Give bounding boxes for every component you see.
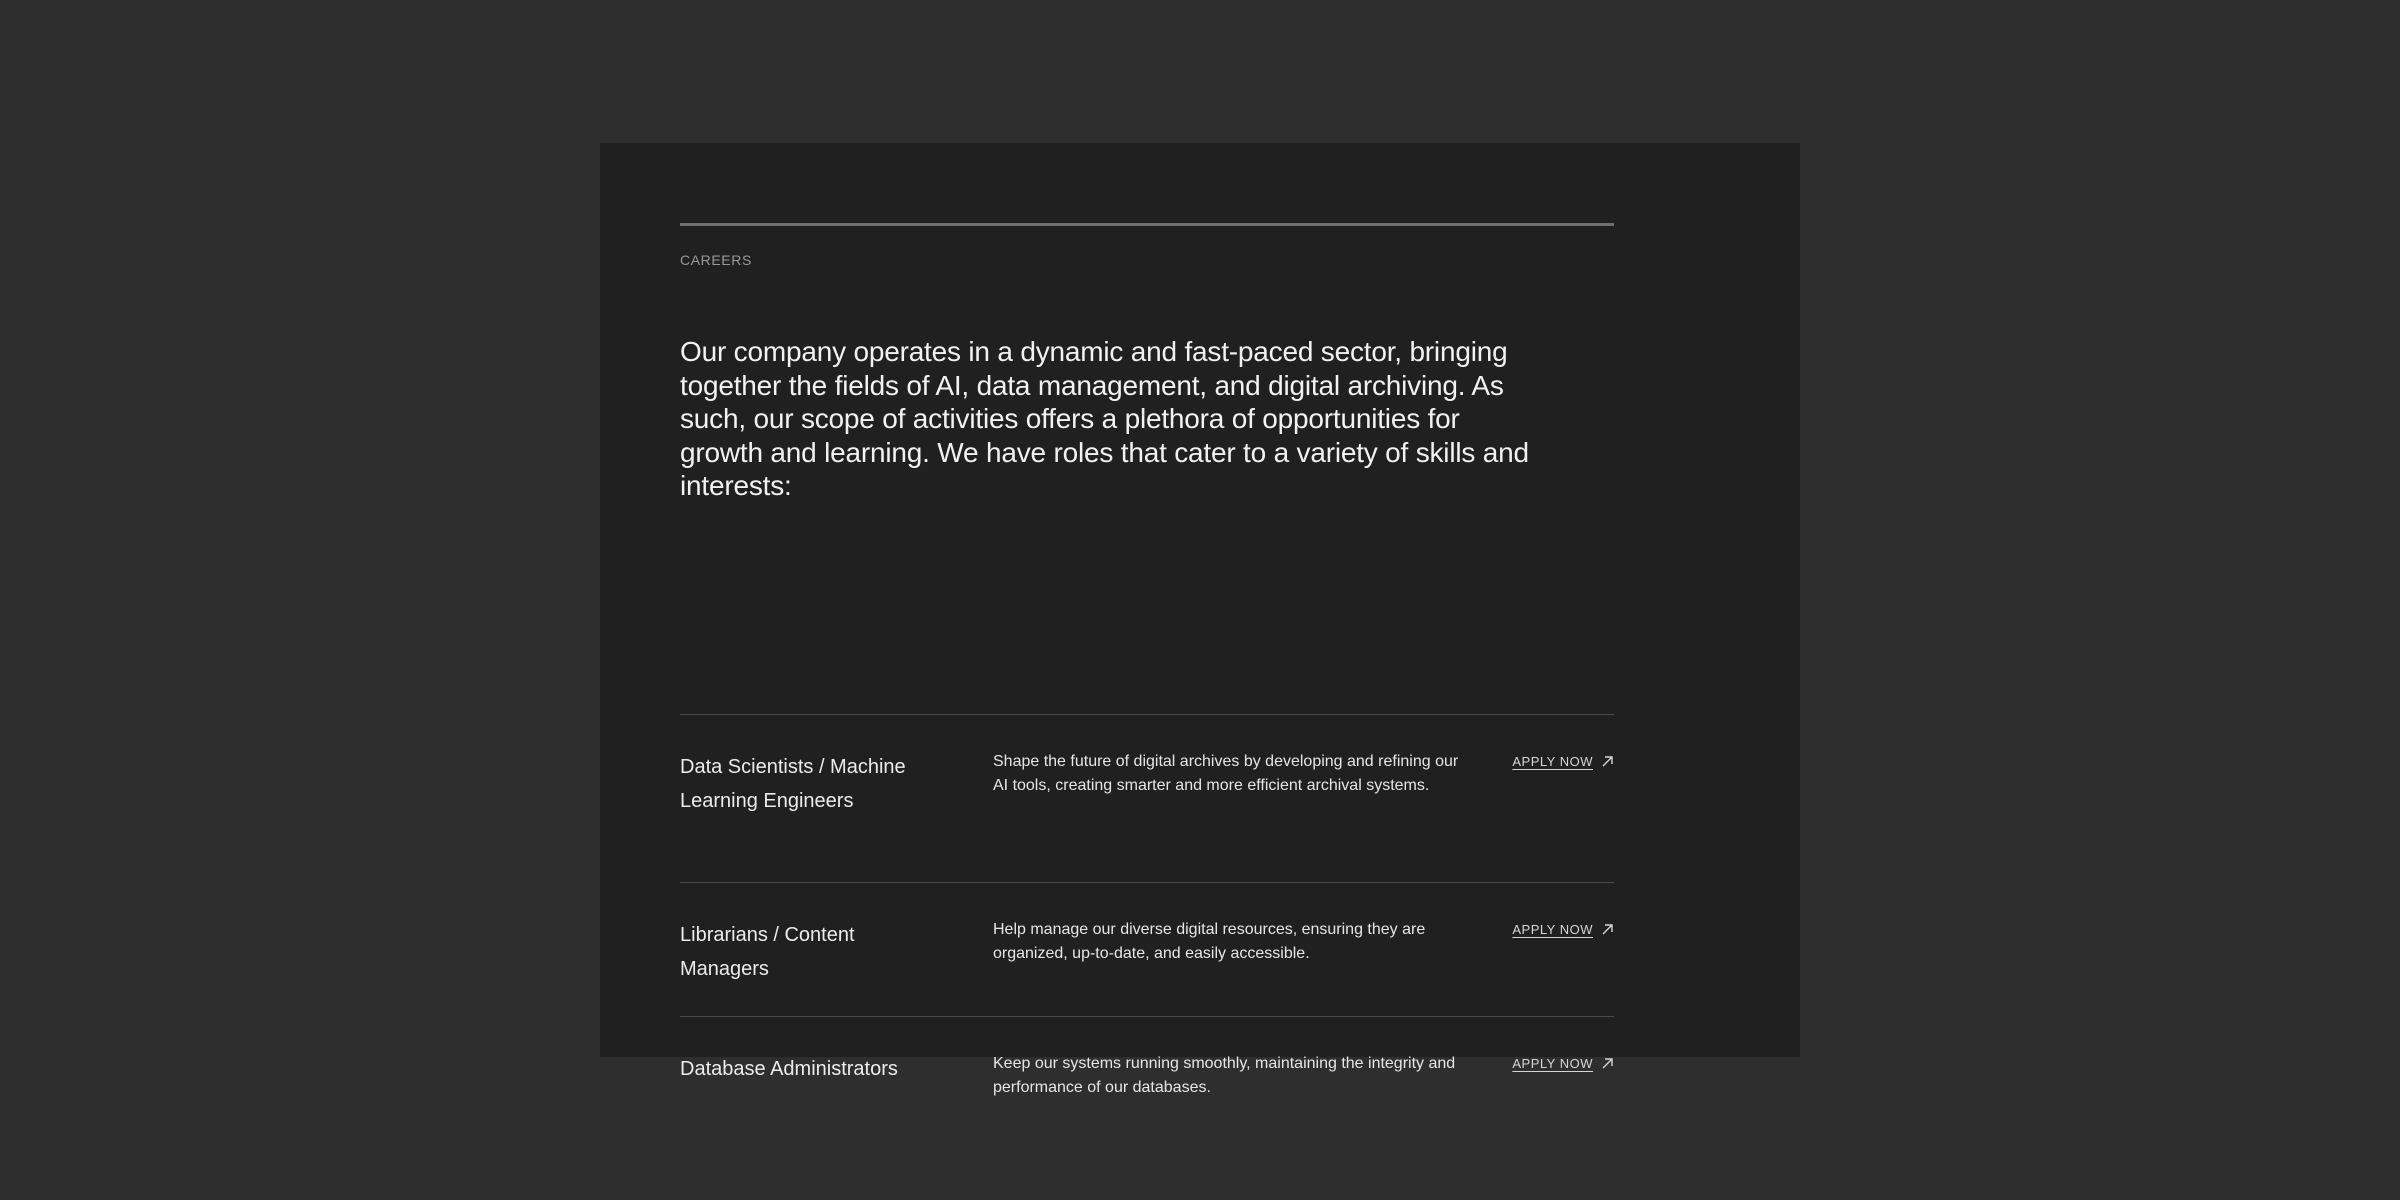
- role-description: Keep our systems running smoothly, maintaining the integrity and performance of our databases.: [993, 1055, 1456, 1096]
- apply-now-label: APPLY NOW: [1512, 1056, 1593, 1071]
- apply-now-label: APPLY NOW: [1512, 922, 1593, 937]
- role-item: [680, 1016, 1614, 1150]
- role-description: Shape the future of digital archives by developing and refining our AI tools, creating smarter and more efficient archival systems.: [993, 753, 1459, 794]
- section-divider: [680, 223, 1614, 226]
- apply-now-link[interactable]: [1512, 922, 1614, 937]
- role-item: [680, 714, 1614, 882]
- section-eyebrow: CAREERS: [680, 252, 752, 268]
- arrow-up-right-icon: [1601, 755, 1614, 768]
- arrow-up-right-icon: [1601, 923, 1614, 936]
- arrow-up-right-icon: [1601, 1057, 1614, 1070]
- apply-now-link[interactable]: [1512, 754, 1614, 769]
- role-title: Database Administrators: [680, 1058, 898, 1080]
- role-title: Librarians / Content Managers: [680, 924, 855, 980]
- role-description: Help manage our diverse digital resources, ensuring they are organized, up-to-date, and easily accessible.: [993, 921, 1426, 962]
- apply-now-label: APPLY NOW: [1512, 754, 1593, 769]
- roles-list: [680, 714, 1614, 1150]
- intro-paragraph: Our company operates in a dynamic and fast-paced sector, bringing together the fields of AI, data management, and digital archiving. As such, our scope of activities offers a plethora of opportunities for growth and learning. We have roles that cater to a variety of skills and interests:: [680, 336, 1529, 501]
- role-item: [680, 882, 1614, 1016]
- apply-now-link[interactable]: [1512, 1056, 1614, 1071]
- careers-section: [680, 223, 1614, 1096]
- careers-card: [600, 143, 1800, 1096]
- role-title: Data Scientists / Machine Learning Engineers: [680, 756, 906, 812]
